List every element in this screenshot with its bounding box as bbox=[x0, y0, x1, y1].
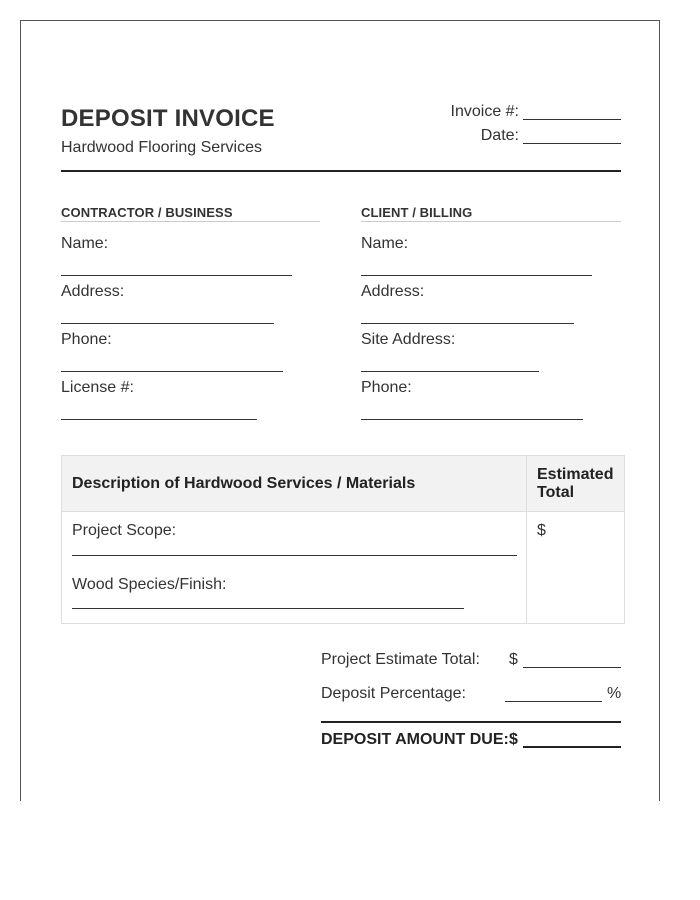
project-estimate-currency: $ bbox=[509, 651, 518, 668]
deposit-amount-due-label: DEPOSIT AMOUNT DUE: bbox=[321, 731, 509, 748]
contractor-heading: CONTRACTOR / BUSINESS bbox=[61, 205, 233, 220]
contractor-license-label: License #: bbox=[61, 379, 134, 396]
invoice-number-field[interactable] bbox=[523, 119, 621, 120]
client-site-address-field[interactable] bbox=[361, 371, 539, 372]
contractor-phone-label: Phone: bbox=[61, 331, 112, 348]
invoice-number-label: Invoice #: bbox=[450, 103, 519, 120]
contractor-address-label: Address: bbox=[61, 283, 125, 300]
header-divider bbox=[61, 170, 621, 172]
contractor-name-label: Name: bbox=[61, 235, 109, 252]
contractor-address-field[interactable] bbox=[61, 323, 274, 324]
client-heading-rule bbox=[361, 221, 621, 222]
project-estimate-total-field[interactable] bbox=[523, 667, 621, 668]
contractor-license-field[interactable] bbox=[61, 419, 257, 420]
percent-sign: % bbox=[607, 685, 622, 702]
invoice-page bbox=[20, 20, 660, 801]
estimated-total-cell[interactable] bbox=[527, 512, 625, 624]
client-heading: CLIENT / BILLING bbox=[361, 205, 473, 220]
description-column-header: Description of Hardwood Services / Materials bbox=[62, 456, 527, 512]
invoice-subtitle: Hardwood Flooring Services bbox=[61, 139, 262, 156]
services-table bbox=[61, 455, 625, 624]
client-address-label: Address: bbox=[361, 283, 425, 300]
wood-species-label: Wood Species/Finish: bbox=[72, 576, 227, 593]
deposit-percentage-label: Deposit Percentage: bbox=[321, 685, 466, 702]
contractor-name-field[interactable] bbox=[61, 275, 292, 276]
invoice-title: DEPOSIT INVOICE bbox=[61, 105, 275, 132]
services-table-row bbox=[62, 512, 625, 624]
deposit-amount-due-field[interactable] bbox=[523, 746, 621, 748]
project-scope-field[interactable] bbox=[72, 555, 517, 556]
date-label: Date: bbox=[480, 127, 519, 144]
client-address-field[interactable] bbox=[361, 323, 574, 324]
date-field[interactable] bbox=[523, 143, 621, 144]
deposit-percentage-field[interactable] bbox=[505, 701, 602, 702]
client-phone-field[interactable] bbox=[361, 419, 583, 420]
summary-divider bbox=[321, 721, 621, 723]
client-name-label: Name: bbox=[361, 235, 409, 252]
description-cell bbox=[62, 512, 527, 624]
project-estimate-total-label: Project Estimate Total: bbox=[321, 651, 480, 668]
services-table-header-row bbox=[62, 456, 625, 512]
client-name-field[interactable] bbox=[361, 275, 592, 276]
client-site-address-label: Site Address: bbox=[361, 331, 456, 348]
wood-species-field[interactable] bbox=[72, 608, 464, 609]
deposit-amount-due-currency: $ bbox=[509, 731, 518, 748]
estimated-total-currency: $ bbox=[537, 522, 546, 539]
estimated-total-column-header: Estimated Total bbox=[527, 456, 625, 512]
project-scope-label: Project Scope: bbox=[72, 522, 177, 539]
contractor-heading-rule bbox=[61, 221, 320, 222]
contractor-phone-field[interactable] bbox=[61, 371, 283, 372]
client-phone-label: Phone: bbox=[361, 379, 412, 396]
